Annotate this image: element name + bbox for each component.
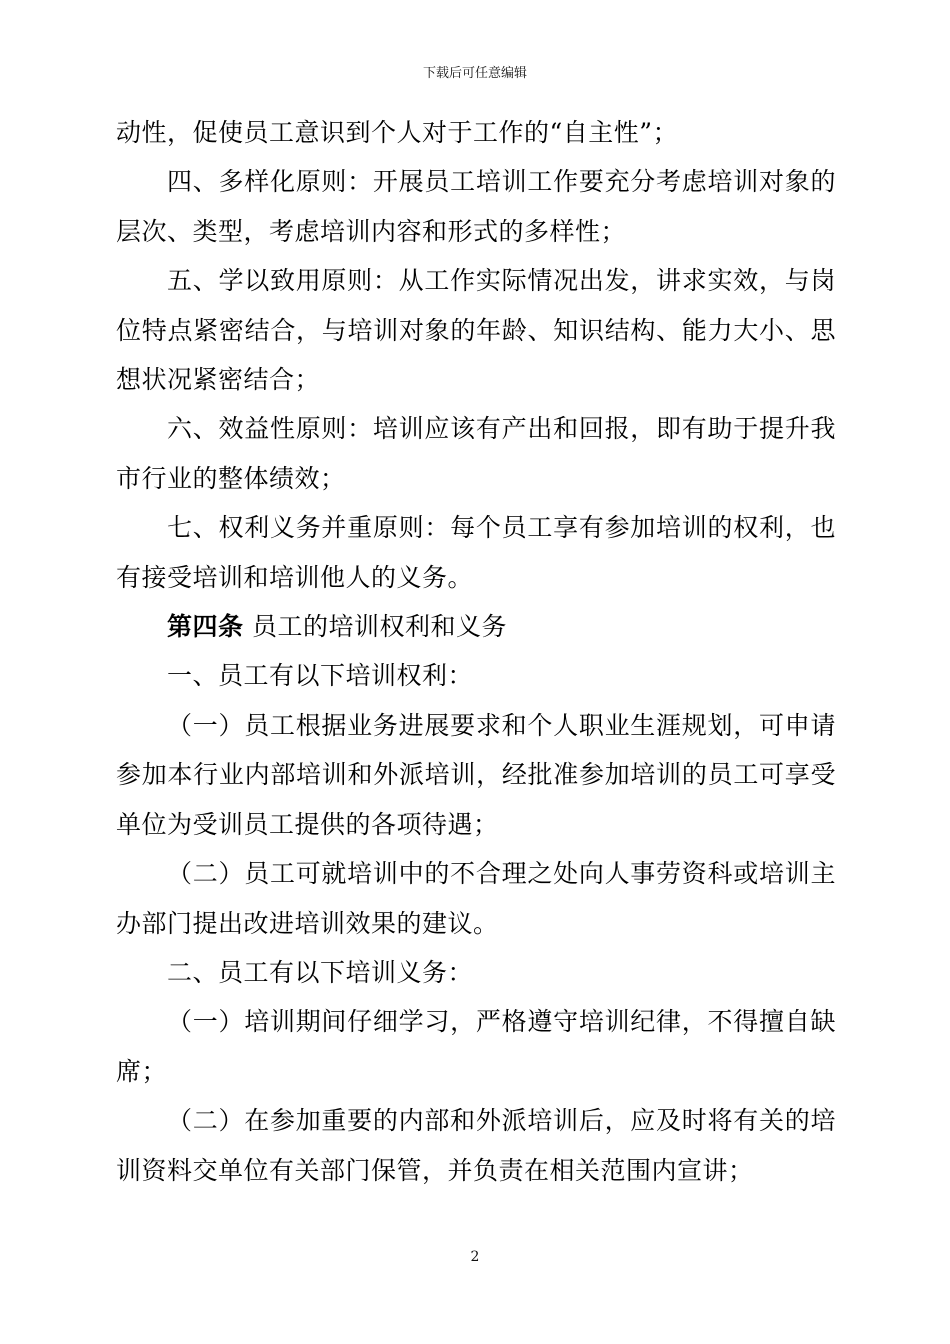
paragraph-principle-7: 七、权利义务并重原则：每个员工享有参加培训的权利，也有接受培训和培训他人的义务。 — [116, 513, 836, 592]
paragraph-principle-6: 六、效益性原则：培训应该有产出和回报，即有助于提升我市行业的整体绩效； — [116, 414, 836, 493]
paragraph-right-2: （二）员工可就培训中的不合理之处向人事劳资科或培训主办部门提出改进培训效果的建议。 — [116, 859, 836, 938]
paragraph-duty-1: （一）培训期间仔细学习，严格遵守培训纪律，不得擅自缺席； — [116, 1007, 836, 1086]
page-number: 2 — [470, 1249, 480, 1265]
paragraph-principle-4: 四、多样化原则：开展员工培训工作要充分考虑培训对象的层次、类型，考虑培训内容和形式的多样性； — [116, 167, 836, 246]
paragraph-right-1: （一）员工根据业务进展要求和个人职业生涯规划，可申请参加本行业内部培训和外派培训，经批准参加培训的员工可享受单位为受训员工提供的各项待遇； — [116, 710, 836, 839]
paragraph-duties-heading: 二、员工有以下培训义务： — [167, 957, 474, 987]
page-header: 下载后可任意编辑 — [422, 66, 527, 81]
paragraph-rights-heading: 一、员工有以下培训权利： — [167, 661, 474, 691]
document-body — [116, 108, 836, 1195]
article-label: 第四条 — [167, 612, 244, 642]
paragraph-principle-5: 五、学以致用原则：从工作实际情况出发，讲求实效，与岗位特点紧密结合，与培训对象的年龄、知识结构、能力大小、思想状况紧密结合； — [116, 266, 836, 395]
paragraph-continuation: 动性，促使员工意识到个人对于工作的“自主性”； — [116, 118, 679, 147]
article-heading — [116, 602, 836, 651]
paragraph-duty-2: （二）在参加重要的内部和外派培训后，应及时将有关的培训资料交单位有关部门保管，并负责在相关范围内宣讲； — [116, 1106, 836, 1185]
article-title: 员工的培训权利和义务 — [251, 612, 507, 642]
